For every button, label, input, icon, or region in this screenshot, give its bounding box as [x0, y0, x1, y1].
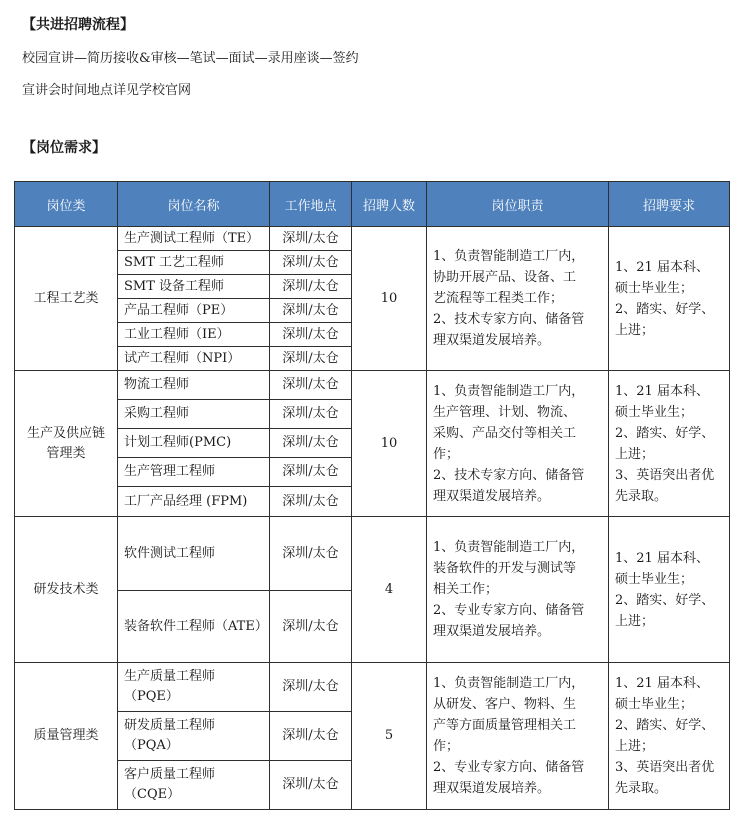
cell-line: 3、英语突出者优 [615, 467, 715, 483]
position-name-cell: 采购工程师 [118, 400, 270, 429]
cell-line: 2、技术专家方向、储备管 [433, 312, 585, 327]
cell-line: 1、负责智能制造工厂内， [433, 676, 585, 691]
cell-line: 上进； [615, 322, 655, 338]
position-name-cell: 产品工程师（PE） [118, 299, 270, 323]
cell-line: 2、专业专家方向、储备管 [433, 603, 585, 618]
cell-line: 1、负责智能制造工厂内， [433, 383, 585, 399]
header-position-name: 岗位名称 [118, 182, 270, 227]
count-cell: 5 [352, 663, 427, 810]
duties-cell [427, 517, 609, 663]
header-count: 招聘人数 [352, 182, 427, 227]
position-name-cell: 试产工程师（NPI） [118, 347, 270, 371]
count-cell: 10 [352, 227, 427, 371]
duties-cell [427, 663, 609, 810]
position-name-cell: 生产测试工程师（TE） [118, 227, 270, 251]
requirements-cell [609, 663, 730, 810]
process-steps: 校园宣讲—简历接收&审核—笔试—面试—录用座谈—签约 [22, 51, 359, 66]
header-duties: 岗位职责 [427, 182, 609, 227]
count-cell: 4 [352, 517, 427, 663]
position-name-cell: 研发质量工程师（PQA） [118, 712, 270, 761]
requirements-cell [609, 227, 730, 371]
cell-line: 硕士毕业生； [615, 404, 694, 420]
location-cell: 深圳/太仓 [270, 275, 352, 299]
cell-line: 3、英语突出者优 [615, 760, 715, 775]
cell-line: 从研发、客户、物料、生 [433, 697, 577, 712]
cell-line: 产等方面质量管理相关工 [433, 718, 577, 733]
location-cell: 深圳/太仓 [270, 227, 352, 251]
location-cell: 深圳/太仓 [270, 429, 352, 458]
cell-line: 艺流程等工程类工作； [433, 291, 564, 306]
category-cell: 工程工艺类 [15, 227, 118, 371]
location-cell: 深圳/太仓 [270, 663, 352, 712]
count-cell: 10 [352, 371, 427, 517]
cell-line: 作； [433, 739, 460, 754]
positions-table [14, 181, 730, 810]
position-name-cell: 物流工程师 [118, 371, 270, 400]
duties-cell [427, 371, 609, 517]
requirements-cell [609, 371, 730, 517]
cell-line: 装备软件的开发与测试等 [433, 561, 577, 576]
cell-line: 理双渠道发展培养。 [433, 333, 551, 348]
location-cell: 深圳/太仓 [270, 347, 352, 371]
cell-line: 硕士毕业生； [615, 571, 694, 587]
cell-line: 上进； [615, 739, 655, 754]
table-row [15, 663, 730, 712]
location-cell: 深圳/太仓 [270, 712, 352, 761]
cell-line: 2、踏实、好学、 [615, 301, 715, 317]
cell-line: 协助开展产品、设备、工 [433, 270, 577, 285]
header-requirements: 招聘要求 [609, 182, 730, 227]
cell-line: 硕士毕业生； [615, 280, 694, 296]
location-cell: 深圳/太仓 [270, 591, 352, 663]
requirements-cell [609, 517, 730, 663]
cell-line: 上进； [615, 613, 655, 629]
cell-line: 硕士毕业生； [615, 697, 694, 712]
location-cell: 深圳/太仓 [270, 251, 352, 275]
cell-line: 1、21 届本科、 [615, 550, 709, 566]
cell-line: 1、21 届本科、 [615, 383, 709, 399]
info-text: 宣讲会时间地点详见学校官网 [22, 83, 192, 98]
positions-heading: 【岗位需求】 [22, 140, 106, 156]
table-row [15, 227, 730, 251]
location-cell: 深圳/太仓 [270, 487, 352, 517]
cell-line: 先录取。 [615, 488, 668, 504]
cell-line: 相关工作； [433, 582, 499, 597]
position-name-cell: 客户质量工程师（CQE） [118, 761, 270, 810]
location-cell: 深圳/太仓 [270, 458, 352, 487]
cell-line: 理双渠道发展培养。 [433, 781, 551, 796]
cell-line: 2、技术专家方向、储备管 [433, 467, 585, 483]
position-name-cell: 软件测试工程师 [118, 517, 270, 591]
location-cell: 深圳/太仓 [270, 323, 352, 347]
duties-cell [427, 227, 609, 371]
table-row [15, 371, 730, 400]
cell-line: 上进； [615, 446, 655, 462]
cell-line: 1、负责智能制造工厂内， [433, 249, 585, 264]
category-cell: 生产及供应链管理类 [15, 371, 118, 517]
cell-line: 理双渠道发展培养。 [433, 624, 551, 639]
cell-line: 1、负责智能制造工厂内， [433, 540, 585, 555]
cell-line: 2、踏实、好学、 [615, 718, 715, 733]
position-name-cell: 生产管理工程师 [118, 458, 270, 487]
header-location: 工作地点 [270, 182, 352, 227]
header-category: 岗位类 [15, 182, 118, 227]
location-cell: 深圳/太仓 [270, 299, 352, 323]
process-heading: 【共进招聘流程】 [22, 17, 134, 33]
cell-line: 作； [433, 446, 460, 462]
cell-line: 1、21 届本科、 [615, 259, 709, 275]
cell-line: 生产管理、计划、物流、 [433, 404, 577, 420]
position-name-cell: SMT 工艺工程师 [118, 251, 270, 275]
category-cell: 研发技术类 [15, 517, 118, 663]
location-cell: 深圳/太仓 [270, 517, 352, 591]
cell-line: 1、21 届本科、 [615, 676, 709, 691]
location-cell: 深圳/太仓 [270, 761, 352, 810]
position-name-cell: 装备软件工程师（ATE） [118, 591, 270, 663]
table-header-row [15, 182, 730, 227]
location-cell: 深圳/太仓 [270, 371, 352, 400]
cell-line: 2、踏实、好学、 [615, 425, 715, 441]
cell-line: 先录取。 [615, 781, 668, 796]
position-name-cell: 工业工程师（IE） [118, 323, 270, 347]
cell-line: 理双渠道发展培养。 [433, 488, 551, 504]
position-name-cell: SMT 设备工程师 [118, 275, 270, 299]
position-name-cell: 工厂产品经理 (FPM) [118, 487, 270, 517]
cell-line: 2、踏实、好学、 [615, 592, 715, 608]
position-name-cell: 生产质量工程师（PQE） [118, 663, 270, 712]
position-name-cell: 计划工程师(PMC) [118, 429, 270, 458]
cell-line: 2、专业专家方向、储备管 [433, 760, 585, 775]
table-row [15, 517, 730, 591]
location-cell: 深圳/太仓 [270, 400, 352, 429]
category-cell: 质量管理类 [15, 663, 118, 810]
cell-line: 采购、产品交付等相关工 [433, 425, 577, 441]
